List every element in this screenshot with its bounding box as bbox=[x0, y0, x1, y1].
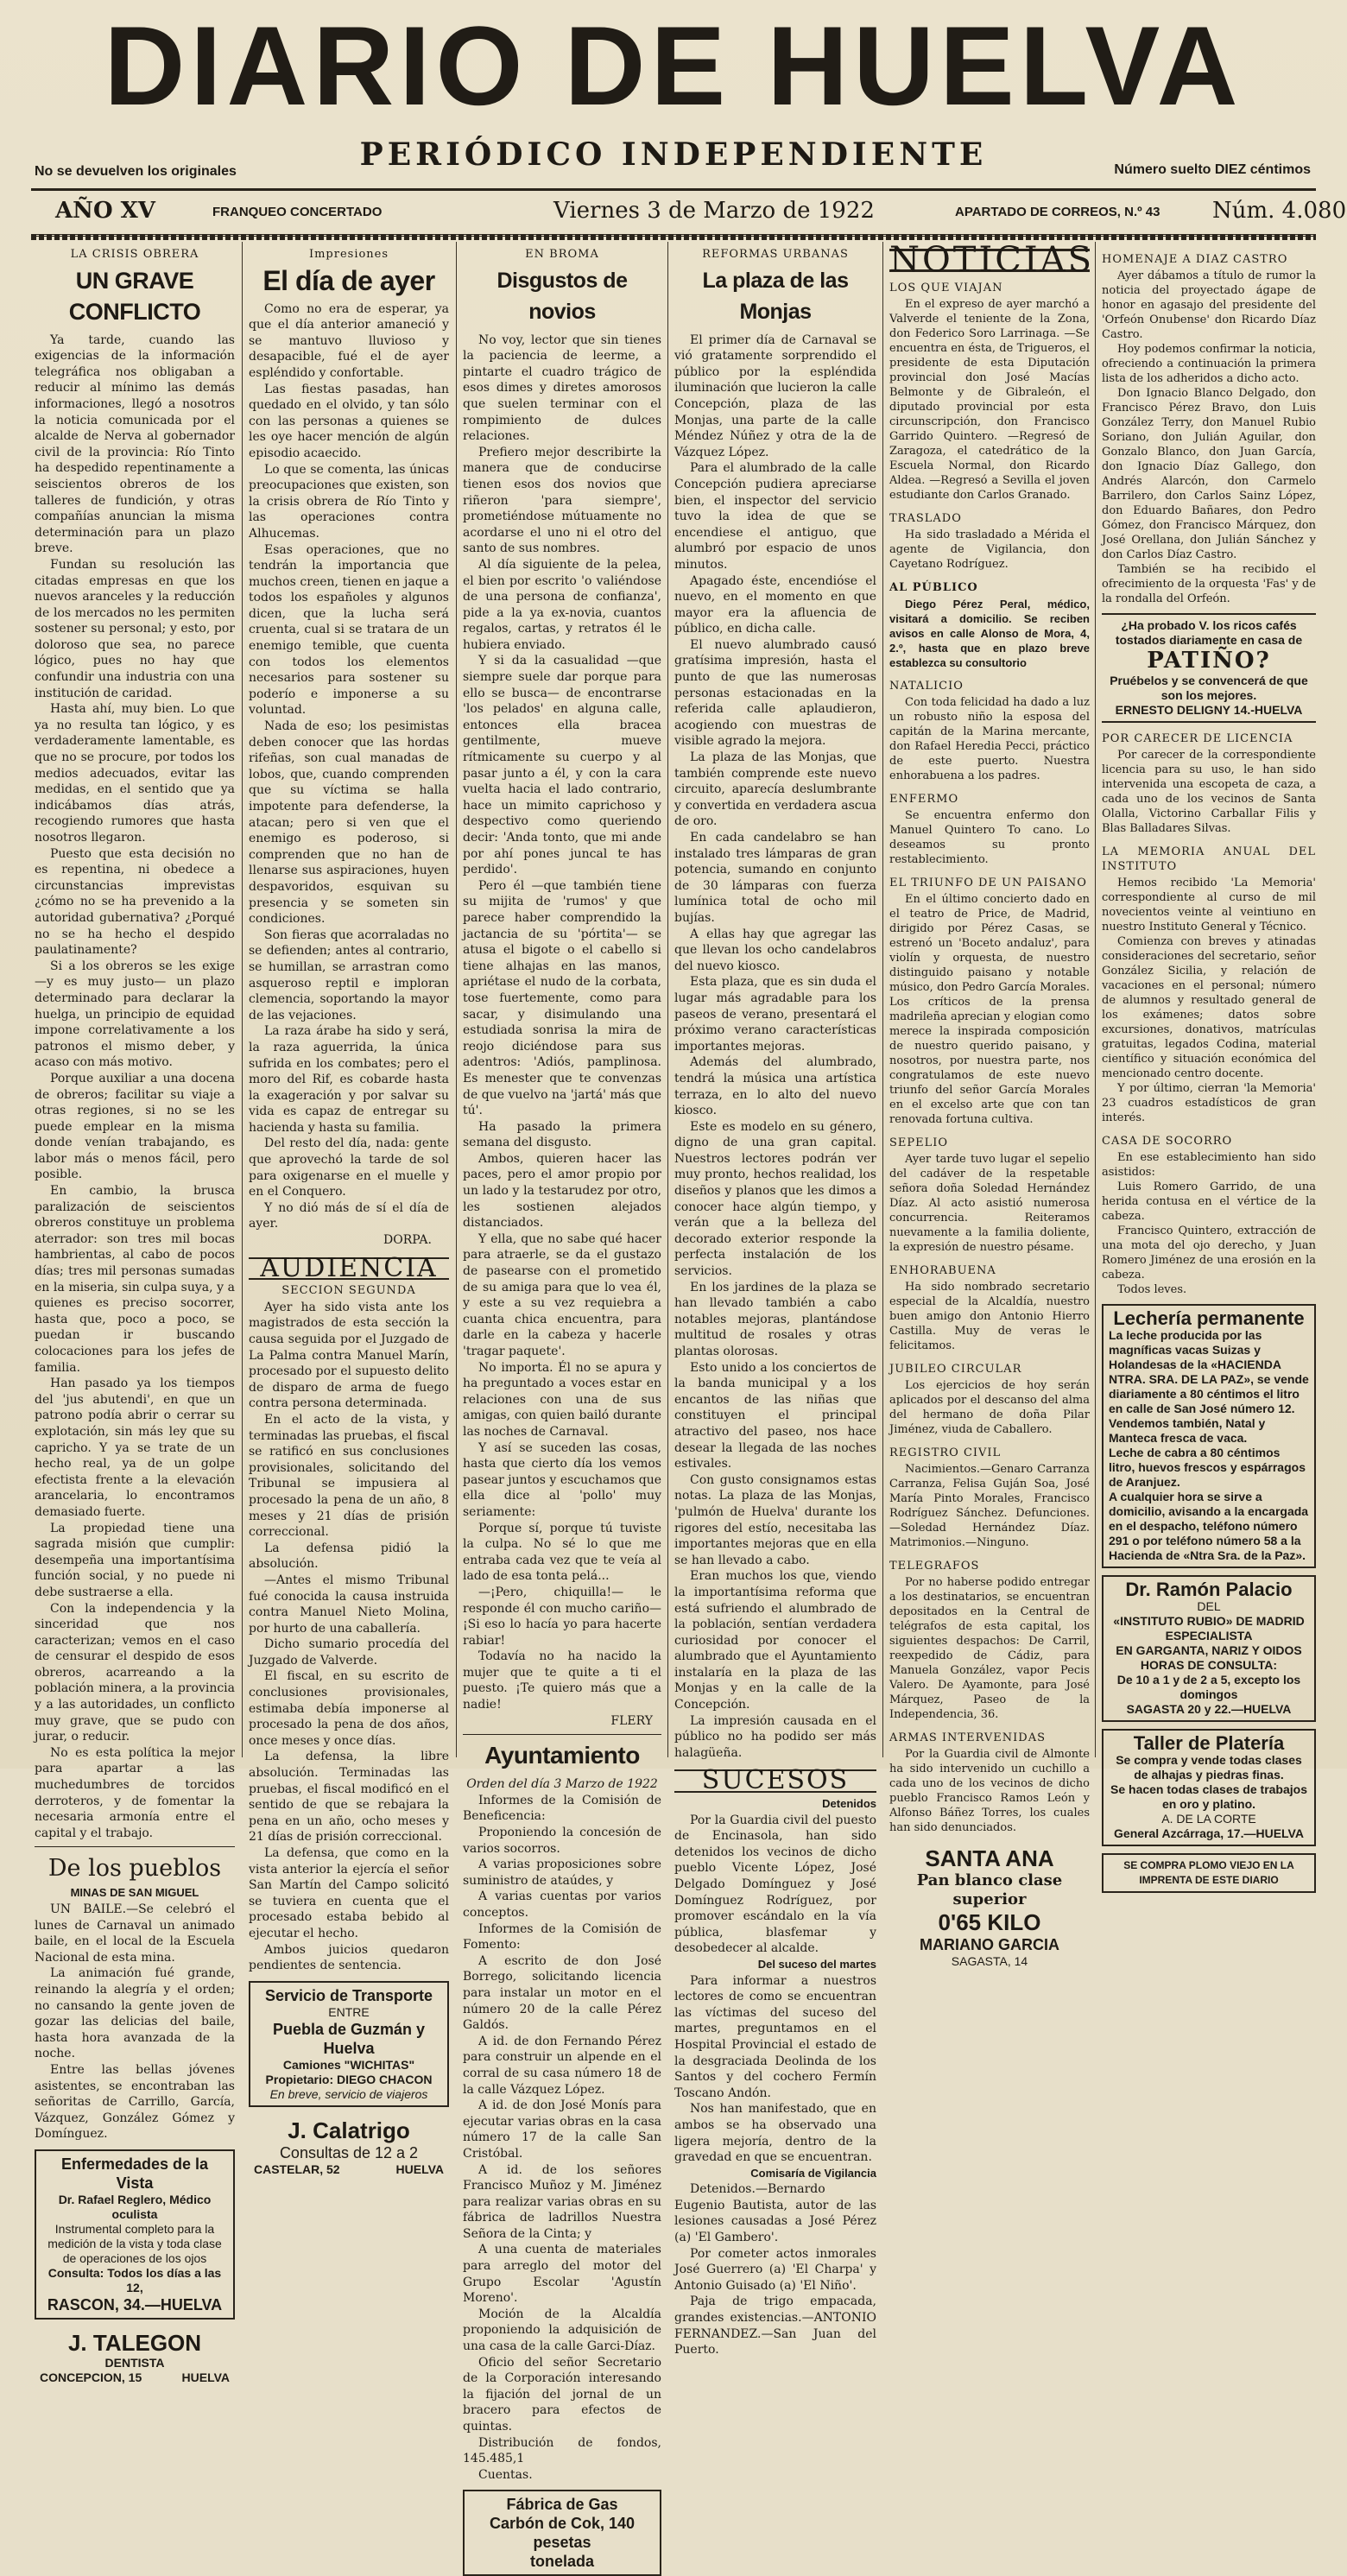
article-paragraph: Las fiestas pasadas, han quedado en el olvido, y tan sólo con las personas a quienes se les oye hacer mención de algún episodio acaecido. bbox=[249, 382, 449, 460]
article-headline: El día de ayer bbox=[262, 264, 435, 296]
article-paragraph: A varias cuentas por varios conceptos. bbox=[463, 1889, 661, 1920]
article-paragraph: Por la Guardia civil del puesto de Encinasola, han sido detenidos los vecinos de dicho pueblo Vicente López, José Delgado Domínguez y José Domínguez Rodríguez, por promover escándalo en la vía pública, blasfemar y desobedecer al alcalde. bbox=[674, 1813, 876, 1956]
ad-name: J. TALEGON bbox=[67, 2329, 202, 2356]
ad-line: tonelada bbox=[529, 2553, 594, 2571]
article-paragraph: Dicho sumario procedía del Juzgado de Valverde. bbox=[249, 1637, 449, 1668]
ad-name: SANTA ANA bbox=[925, 1845, 1054, 1871]
article-paragraph: Porque auxiliar a una docena de obreros; facilitar su viaje a otras regiones, si no se les puede emplear en la misma donde venían trabajando, es labor más o menos fácil, pero posible. bbox=[35, 1071, 235, 1182]
news-title: LA MEMORIA ANUAL DEL INSTITUTO bbox=[1102, 845, 1316, 873]
issue-year: AÑO XV bbox=[55, 198, 155, 224]
masthead-title: DIARIO DE HUELVA bbox=[104, 3, 1243, 129]
column-3 bbox=[463, 244, 661, 2571]
article-paragraph: Oficio del señor Secretario de la Corporación interesando la fijación del jornal de un bracero para efectos de quintas. bbox=[463, 2355, 661, 2434]
ad-title: Servicio de Transporte bbox=[264, 1986, 433, 2004]
article-paragraph: Y no dió más de sí el día de ayer. bbox=[249, 1200, 449, 1231]
article-paragraph: Puesto que esta decisión no es repentina, ni obedece a circunstancias imprevistas ¿cómo no se ha prevenido a la autoridad gubernativa? ¿Porqué no se ha hecho el despido paulatinamente? bbox=[35, 846, 235, 958]
ad-line: ESPECIALISTA bbox=[1165, 1629, 1253, 1642]
ad-title: Taller de Platería bbox=[1133, 1732, 1285, 1754]
news-title: POR CARECER DE LICENCIA bbox=[1102, 732, 1293, 745]
column-4 bbox=[674, 244, 876, 2358]
ad-line: ¿Ha probado V. los ricos cafés tostados diariamente en casa de bbox=[1115, 618, 1303, 647]
section-subhead: Comisaría de Vigilancia bbox=[750, 2166, 876, 2180]
news-title: ENFERMO bbox=[889, 793, 959, 806]
column-divider bbox=[882, 242, 883, 1757]
article-kicker: REFORMAS URBANAS bbox=[702, 248, 849, 261]
article-paragraph: Hasta ahí, muy bien. Lo que ya no resulta tan lógico, y es verdaderamente lamentable, es que no se procure, por todos los medios adecuados, evitar las medidas, en el sentido que ya indicábamos días atrás, recogiendo rumores que hasta nosotros llegaron. bbox=[35, 702, 235, 845]
ad-title: Enfermedades de la Vista bbox=[60, 2155, 209, 2192]
article-paragraph: Moción de la Alcaldía proponiendo la adquisición de una casa de la calle Garci-Díaz. bbox=[463, 2307, 661, 2354]
article-paragraph: Pero él —que también tiene su mijita de 'rumos' y que parece haber comprendido la jactancia de su 'pórtita'— se atusa el bigote o el cabello si tiene alhajas en las manos, apriétase el nudo de la corbata, tose fuertemente, como para sacar, y disimulando una estudiada sonrisa la mira de reojo diciéndose para sus adentros: 'Adiós, pamplinosa. Es menester que te convenzas de que vuelvo na 'jartá' más que tú'. bbox=[463, 878, 661, 1118]
article-paragraph: Prefiero mejor describirte la manera que de conducirse tienen esos dos novios que riñeron 'para siempre', prometiéndose mútuamente no acordarse el uno ni el otro del santo de sus nombres. bbox=[463, 445, 661, 556]
article-kicker: EN BROMA bbox=[525, 248, 599, 261]
article-paragraph: Esta plaza, que es sin duda el lugar más agradable para los paseos de verano, presentará el próximo verano características importantes mejoras. bbox=[674, 975, 876, 1054]
separator bbox=[35, 1846, 235, 1847]
column-6 bbox=[1102, 244, 1316, 1886]
ad-hours: De 10 a 1 y de 2 a 5, excepto los domingos bbox=[1116, 1673, 1301, 1701]
advertisement bbox=[249, 2114, 449, 2180]
article-paragraph: La impresión causada en el público no ha podido ser más halagüeña. bbox=[674, 1713, 876, 1760]
section-headline: SUCESOS bbox=[674, 1769, 876, 1793]
article-paragraph: Esto unido a los conciertos de la banda municipal y a los encantos de las niñas que constituyen el principal atractivo del paseo, nos hace desear la llegada de las noches estivales. bbox=[674, 1360, 876, 1472]
ad-line: Leche de cabra a 80 céntimos litro, huevos frescos y espárragos de Aranjuez. bbox=[1109, 1446, 1306, 1489]
article-paragraph: Con gusto consignamos estas notas. La plaza de las Monjas, 'pulmón de Huelva' durante los rigores del estío, necesitaba las importantes mejoras que en ella se han llevado a cabo. bbox=[674, 1472, 876, 1567]
ad-line: EN GARGANTA, NARIZ Y OIDOS bbox=[1116, 1643, 1302, 1657]
advertisement bbox=[1102, 613, 1316, 723]
column-2 bbox=[249, 244, 449, 2176]
section-subhead: MINAS DE SAN MIGUEL bbox=[70, 1886, 199, 1900]
article-signature: FLERY bbox=[610, 1713, 653, 1728]
news-title: LOS QUE VIAJAN bbox=[889, 282, 1003, 294]
article-paragraph: En ese establecimiento han sido asistidos: bbox=[1102, 1151, 1316, 1179]
franqueo-note: FRANQUEO CONCERTADO bbox=[212, 205, 383, 219]
ad-name: J. Calatrigo bbox=[288, 2117, 410, 2143]
article-paragraph: La raza árabe ha sido y será, la raza aguerrida, la única sufrida en los combates; pero el moro del Rif, es cobarde hasta la exageración y por salvar su vida es capaz de entregar su hacienda y hasta su familia. bbox=[249, 1024, 449, 1135]
article-paragraph: Apagado éste, encendióse el nuevo, en el momento en que mayor era la afluencia de público, en dicha calle. bbox=[674, 573, 876, 636]
ad-hours: Consultas de 12 a 2 bbox=[279, 2143, 419, 2161]
news-body: Ha sido trasladado a Mérida el agente de Vigilancia, don Cayetano Rodríguez. bbox=[889, 528, 1090, 571]
ad-city: HUELVA bbox=[395, 2161, 444, 2176]
ad-line: Instrumental completo para la medición de la vista y toda clase de operaciones de los ojos bbox=[47, 2221, 222, 2265]
article-paragraph: Ambos juicios quedaron pendientes de sentencia. bbox=[249, 1942, 449, 1973]
advertisement bbox=[889, 1842, 1090, 1972]
article-paragraph: La animación fué grande, reinando la alegría y el orden; no cansando la gente joven de gozar las delicias del baile, hasta hora avanzada de la noche. bbox=[35, 1966, 235, 2061]
article-paragraph: Informes de la Comisión de Fomento: bbox=[463, 1921, 661, 1953]
ad-line: HORAS DE CONSULTA: bbox=[1140, 1658, 1278, 1672]
article-paragraph: No voy, lector que sin tienes la paciencia de leerme, a pintarte el cuadro trágico de esos dimes y diretes amorosos que suelen terminar con el rompimiento de dulces relaciones. bbox=[463, 332, 661, 444]
ad-name: PATIÑO? bbox=[1147, 648, 1271, 674]
section-headline: De los pueblos bbox=[47, 1855, 222, 1883]
news-title: AL PÚBLICO bbox=[889, 581, 978, 594]
article-paragraph: A una cuenta de materiales para arreglo del motor del Grupo Escolar 'Agustín Moreno'. bbox=[463, 2243, 661, 2306]
ad-line: A cualquier hora se sirve a domicilio, avisando a la encargada en el despacho, teléfono número 291 o por teléfono número 58 a la Hacienda de «Ntra Sra. de la Paz». bbox=[1109, 1490, 1309, 1562]
news-title: HOMENAJE A DIAZ CASTRO bbox=[1102, 253, 1288, 266]
article-paragraph: A id. de don José Monís para ejecutar varias obras en la casa número 17 de la calle San Cristóbal. bbox=[463, 2098, 661, 2161]
section-headline: AUDIENCIA bbox=[249, 1257, 449, 1281]
ad-owner: Propietario: DIEGO CHACON bbox=[265, 2072, 433, 2086]
ad-line: Se compra y vende todas clases de alhajas y piedras finas. bbox=[1116, 1753, 1302, 1782]
column-divider bbox=[1095, 242, 1096, 1757]
news-title: ENHORABUENA bbox=[889, 1264, 996, 1277]
article-paragraph: Ambos, quieren hacer las paces, pero el amor propio por un lado y la testarudez por otro, les sostienen alejados distanciados. bbox=[463, 1151, 661, 1231]
decorative-rule bbox=[31, 235, 1316, 240]
article-paragraph: Lo que se comenta, las únicas preocupaciones que existen, son la crisis obrera de Río Tinto y las operaciones contra Alhucemas. bbox=[249, 462, 449, 541]
article-paragraph: A id. de los señores Francisco Muñoz y M. Jiménez para realizar varias obras en su fábrica de ladrillos Nuestra Señora de la Cinta; y bbox=[463, 2162, 661, 2241]
article-paragraph: A id. de don Fernando Pérez para construir un alpende en el corral de su casa número 18 de la calle Vázquez López. bbox=[463, 2034, 661, 2097]
news-body: Ayer tarde tuvo lugar el sepelio del cadáver de la respetable señora doña Soledad Hernández Díaz. Al acto asistió numerosa concurrencia. Reiteramos nuevamente a la familia doliente, la expresión de nuestro pésame. bbox=[889, 1153, 1090, 1254]
article-paragraph: El nuevo alumbrado causó gratísima impresión, hasta el punto de que las numerosas personas estacionadas en la referida calle aplaudieron, acogiendo con muestras de visible agrado la mejora. bbox=[674, 637, 876, 749]
ad-line: Carbón de Cok, 140 pesetas bbox=[489, 2515, 636, 2552]
article-paragraph: Ya tarde, cuando las exigencias de la información telegráfica nos obligaban a reducir al mínimo las demás informaciones, llegó a nosotros la noticia comunicada por el alcalde de Nerva al gobernador civil de la provincia: Río Tinto ha despedido repentinamente a seiscientos obreros de los talleres de fundición, y otras compañías anuncian la misma determinación para un plazo breve. bbox=[35, 332, 235, 556]
ad-title: Fábrica de Gas bbox=[506, 2496, 618, 2514]
article-paragraph: Como no era de esperar, ya que el día anterior amaneció y se mantuvo lluvioso y desapacible, fué el de ayer espléndido y confortable. bbox=[249, 301, 449, 380]
ad-line: Vendemos también, Natal y Manteca fresca de vaca. bbox=[1109, 1416, 1266, 1445]
ad-name: Dr. Ramón Palacio bbox=[1125, 1579, 1293, 1600]
ad-address: RASCON, 34.—HUELVA bbox=[47, 2295, 223, 2313]
news-body: Los ejercicios de hoy serán aplicados por el descanso del alma del hermano de doña Pilar Jiménez, viuda de Caballero. bbox=[889, 1379, 1090, 1436]
ad-line: «INSTITUTO RUBIO» DE MADRID bbox=[1113, 1614, 1305, 1628]
advertisement bbox=[1102, 1304, 1316, 1568]
news-body: Diego Pérez Peral, médico, visitará a domicilio. Se reciben avisos en calle Alonso de Mora, 4, 2.º, hasta que en plazo breve establezca su consultorio bbox=[889, 598, 1090, 669]
article-paragraph: Distribución de fondos, 145.485,1 bbox=[463, 2435, 661, 2466]
ad-address: SAGASTA, 14 bbox=[951, 1954, 1028, 1968]
news-title: JUBILEO CIRCULAR bbox=[889, 1363, 1022, 1376]
ad-line: Pan blanco clase superior bbox=[916, 1871, 1063, 1908]
ad-title: Lechería permanente bbox=[1113, 1307, 1305, 1329]
article-paragraph: Al día siguiente de la pelea, el bien por escrito 'o valiéndose de una persona de confianza', pide a la ya ex-novia, cuantos regalos, cartas, y retratos él le hubiera enviado. bbox=[463, 557, 661, 652]
article-paragraph: Si a los obreros se les exige —y es muy justo— un plazo determinado para declarar la huelga, un principio de equidad impone correlativamente a los patronos el mismo deber, y acaso con más motivo. bbox=[35, 959, 235, 1070]
article-paragraph: Y así se suceden las cosas, hasta que cierto día los vemos pasear juntos y escuchamos que ella dice al 'pollo' muy seriamente: bbox=[463, 1440, 661, 1519]
ad-address: ERNESTO DELIGNY 14.-HUELVA bbox=[1115, 703, 1303, 717]
ad-address: General Azcárraga, 17.—HUELVA bbox=[1114, 1826, 1304, 1840]
article-paragraph: Del resto del día, nada: gente que aprovechó la tarde de sol para oxigenarse en el muelle y en el Conquero. bbox=[249, 1136, 449, 1199]
article-paragraph: Fundan su resolución las citadas empresas en que los nuevos aranceles y la reducción de los mercados no les permiten sostener su personal; y esto, por doloroso que sea, no parece lógico, pues no hay que confundir una industria con una institución de caridad. bbox=[35, 557, 235, 700]
news-title: SEPELIO bbox=[889, 1136, 949, 1149]
ad-owner: MARIANO GARCIA bbox=[920, 1936, 1059, 1953]
article-paragraph: Por carecer de la correspondiente licencia para su uso, le han sido intervenida una escopeta de caza, a cada uno de los vecinos de Santa Olalla, Victorino Carballar Filis y Blas Balladares Silvas. bbox=[1102, 749, 1316, 835]
article-paragraph: En el acto de la vista, y terminadas las pruebas, el fiscal se ratificó en sus conclusiones provisionales, solicitando del Tribunal se impusiera al procesado la pena de un año, 8 meses y 21 días de prisión correccional. bbox=[249, 1412, 449, 1540]
section-headline: NOTICIAS bbox=[889, 240, 1094, 280]
article-paragraph: También se ha recibido el ofrecimiento de la orquesta 'Fas' y de la rondalla del Orfeón. bbox=[1102, 563, 1316, 605]
article-headline: UN GRAVE CONFLICTO bbox=[68, 267, 201, 325]
article-paragraph: Ayer dábamos a título de rumor la noticia del proyectado ágape de honor en agasajo del presidente del 'Orfeón Onubense' don Ricardo Díaz Castro. bbox=[1102, 269, 1316, 341]
advertisement bbox=[249, 1981, 449, 2107]
column-divider bbox=[456, 242, 457, 1757]
masthead-right-note: Número suelto DIEZ céntimos bbox=[1114, 162, 1311, 177]
article-paragraph: La defensa, la libre absolución. Terminadas las pruebas, el fiscal modificó en el sentido de que se rebajara la pena en un año, ocho meses y 21 días de prisión correccional. bbox=[249, 1750, 449, 1845]
column-divider bbox=[667, 242, 668, 1757]
article-paragraph: Don Ignacio Blanco Delgado, don Francisco Pérez Bravo, don Luis González Terry, don Manuel Rubio Soriano, don Julián Aguilar, don Gonzalo Blanco, don Juan García, don Ignacio Díaz Gallego, don Andrés Alarcón, don Carmelo Barrilero, don Carlos Sainz López, don Eduardo Bañares, don Pedro Gómez, don Francisco Márquez, don José Orellana, don Julián Sánchez y don Carlos Díaz Castro. bbox=[1102, 387, 1316, 561]
article-paragraph: —¡Pero, chiquilla!— le responde él con mucho cariño—¡Si eso lo hacía yo para hacerte rabiar! bbox=[463, 1585, 661, 1648]
article-paragraph: La defensa, que como en la vista anterior la ejercía el señor San Martín del Campo solicitó se tuviera en cuenta que el procesado estaba bebido al ejecutar el hecho. bbox=[249, 1846, 449, 1940]
advertisement: SE COMPRA PLOMO VIEJO EN LA IMPRENTA DE ESTE DIARIO bbox=[1102, 1853, 1316, 1893]
ad-price: 0'65 KILO bbox=[938, 1909, 1041, 1935]
advertisement bbox=[35, 2326, 235, 2389]
news-body: Ha sido nombrado secretario especial de la Alcaldía, nuestro buen amigo don Antonio Hierro Castilla. Muy de veras le felicitamos. bbox=[889, 1281, 1090, 1352]
article-kicker: LA CRISIS OBRERA bbox=[70, 248, 199, 261]
ad-line: Consulta: Todos los días a las 12, bbox=[47, 2265, 222, 2294]
section-subhead: Del suceso del martes bbox=[757, 1957, 876, 1971]
column-1 bbox=[35, 244, 235, 2384]
article-paragraph: En cada candelabro se han instalado tres lámparas de gran potencia, sumando en conjunto de 30 lámparas con fuerza lumínica total de ocho mil bujías. bbox=[674, 831, 876, 925]
ad-note: En breve, servicio de viajeros bbox=[269, 2086, 428, 2101]
article-paragraph: La propiedad tiene una sagrada misión que cumplir: desempeña una importantísima función social, y no puede ni debe sustraerse a ella. bbox=[35, 1521, 235, 1599]
ad-address: SAGASTA 20 y 22.—HUELVA bbox=[1126, 1702, 1292, 1716]
article-paragraph: La plaza de las Monjas, que también comprende este nuevo circuito, aparecía deslumbrante y convertida en verdadera ascua de oro. bbox=[674, 750, 876, 829]
article-paragraph: Y ella, que no sabe qué hacer para atraerle, se da el gustazo de pasearse con el prometido de su amiga para que lo vea él, y este a su vez requiebra a cuanta chica encuentra, para darle en la cabeza y hacerle 'tragar paquete'. bbox=[463, 1231, 661, 1358]
news-body: En el expreso de ayer marchó a Valverde el teniente de la Zona, don Federico Soro Larrinaga. —Se encuentra en ésta, de Trigueros, el presidente de esta Diputación provincial don José Macías Belmonte y de Gibraleón, el diputado provincial por esta circunscripción, don Francisco Garrido Quintero. —Regresó de Zaragoza, el catedrático de la Escuela Normal, don Ricardo Aldea. —Regresó a Sevilla el joven estudiante don Carlos Granado. bbox=[889, 298, 1090, 502]
article-paragraph: Hemos recibido 'La Memoria' correspondiente al curso de mil novecientos veinte al veintiuno en nuestro Instituto General y Técnico. bbox=[1102, 877, 1316, 934]
article-paragraph: A varias proposiciones sobre suministro de ataúdes, y bbox=[463, 1858, 661, 1888]
article-paragraph: El fiscal, en su escrito de conclusiones provisionales, estimaba debía imponerse al procesado la pena de dos años, once meses y once días. bbox=[249, 1669, 449, 1748]
article-paragraph: En los jardines de la plaza se han llevado también a cabo notables mejoras, plantándose multitud de rosales y otras plantas olorosas. bbox=[674, 1280, 876, 1358]
article-paragraph: A escrito de don José Borrego, solicitando licencia para instalar un motor en el número 20 de la calle Pérez Galdós. bbox=[463, 1953, 661, 2033]
article-paragraph: La defensa pidió la absolución. bbox=[249, 1541, 449, 1572]
article-signature: DORPA. bbox=[383, 1233, 432, 1248]
article-paragraph: Francisco Quintero, extracción de una mota del ojo derecho, y Juan Romero Jiménez de una erosión en la cabeza. bbox=[1102, 1225, 1316, 1282]
ad-line: DEL bbox=[1197, 1599, 1221, 1613]
article-paragraph: Con la independencia y la sinceridad que nos caracterizan; vemos en el caso de censurar el despido de esos obreros, acarreando a la población minera, a la provincia y a las autoridades, un conflicto muy grave, que se pudo con jurar, o reducir. bbox=[35, 1601, 235, 1744]
article-paragraph: Y por último, cierran 'la Memoria' 23 cuadros estadísticos de gran interés. bbox=[1102, 1082, 1316, 1124]
news-body: Nacimientos.—Genaro Carranza Carranza, Felisa Guján Soa, José María Pinto Morales, Francisco Rodríguez Sánchez. Defunciones.—Soledad Hernández Díaz. Matrimonios.—Ninguno. bbox=[889, 1463, 1090, 1549]
ad-line: Se hacen todas clases de trabajos en oro y platino. bbox=[1110, 1782, 1307, 1811]
article-paragraph: Paja de trigo empacada, grandes existencias.—ANTONIO FERNANDEZ.—San Juan del Puerto. bbox=[674, 2294, 876, 2358]
section-subhead: SECCION SEGUNDA bbox=[281, 1284, 416, 1298]
advertisement bbox=[463, 2490, 661, 2576]
ad-line: Camiones "WICHITAS" bbox=[282, 2057, 415, 2072]
article-paragraph: Proponiendo la concesión de varios socorros. bbox=[463, 1826, 661, 1856]
article-paragraph: A ellas hay que agregar las que llevan los ocho candelabros del nuevo kiosco. bbox=[674, 927, 876, 973]
article-paragraph: Comienza con breves y atinadas consideraciones del secretario, señor González Sicilia, y relación de vacaciones en el personal; número de alumnos y resultado general de los exámenes; datos sobre excursiones, donativos, matrículas gratuitas, legados Codina, material científico y situación económica del mencionado centro docente. bbox=[1102, 935, 1316, 1080]
article-paragraph: Porque sí, porque tú tuviste la culpa. No sé lo que me entraba cada vez que te veía al lado de esa tonta pelá... bbox=[463, 1521, 661, 1584]
article-paragraph: Además del alumbrado, tendrá la música una artística terraza, en lo alto del nuevo kiosco. bbox=[674, 1055, 876, 1118]
article-paragraph: Nada de eso; los pesimistas deben conocer que las hordas rifeñas, son cual manadas de lobos, que, cuando comprenden que su víctima se halla impotente para defenderse, la atacan; pero si ven que el enemigo es poderoso, si comprenden que no han de llenarse sus aspiraciones, huyen despavoridos, esquivan su presencia y se someten sin condiciones. bbox=[249, 719, 449, 927]
article-paragraph: Eran muchos los que, viendo la importantísima reforma que está sufriendo el alumbrado de la población, sentían verdadera curiosidad por conocer el alumbrado que el Ayuntamiento instalaría en la plaza de las Monjas y en la calle de la Concepción. bbox=[674, 1569, 876, 1712]
news-title: TRASLADO bbox=[889, 512, 962, 525]
advertisement bbox=[35, 2149, 235, 2320]
article-headline: La plaza de las Monjas bbox=[702, 268, 849, 324]
article-paragraph: Cuentas. bbox=[478, 2467, 533, 2482]
news-body: Por no haberse podido entregar a los destinatarios, se encuentran depositados en la Central de telégrafos de esta capital, los siguientes despachos: De Carril, reexpedido de Cádiz, para Manuela González, vapor Pecis Valero. De Ayamonte, para José Márquez, Paseo de la Independencia, 36. bbox=[889, 1576, 1090, 1721]
article-paragraph: Por cometer actos inmorales José Guerrero (a) 'El Charpa' y Antonio Guisado (a) 'El Niño'. bbox=[674, 2246, 876, 2293]
news-body: En el último concierto dado en el teatro de Price, de Madrid, dirigido por Pérez Casas, se estrenó un 'Boceto andaluz', para violín y orquesta, de nuestro distinguido paisano y notable músico, don Pedro García Morales. Los críticos de la prensa madrileña aprecian y elogian como merece la inspirada composición de nuestro querido paisano, y nosotros, por nuestra parte, nos congratulamos de este nuevo triunfo del señor García Morales en el excelso arte que con tan renovada fortuna cultiva. bbox=[889, 893, 1090, 1126]
article-paragraph: —Antes el mismo Tribunal fué conocida la causa instruida contra Manuel Nieto Molina, por hurto de una caballería. bbox=[249, 1573, 449, 1636]
article-paragraph: Detenidos.—Bernardo Eugenio Bautista, autor de las lesiones causadas a José Pérez (a) 'El Gambero'. bbox=[674, 2182, 876, 2245]
issue-number: Núm. 4.080 bbox=[1212, 198, 1347, 224]
article-paragraph: Nos han manifestado, que en ambos se ha observado una ligera mejoría, dentro de la gravedad en que se encuentran. bbox=[674, 2102, 876, 2165]
news-body: Se encuentra enfermo don Manuel Quintero To cano. Lo deseamos su pronto restablecimiento. bbox=[889, 809, 1090, 866]
news-title: NATALICIO bbox=[889, 680, 964, 693]
ad-owner: A. DE LA CORTE bbox=[1161, 1812, 1256, 1826]
article-paragraph: Todavía no ha nacido la mujer que te quite a ti el puesto. ¡Te quiero más que a nadie! bbox=[463, 1649, 661, 1712]
ad-address-row bbox=[254, 2162, 444, 2177]
column-5 bbox=[889, 240, 1094, 1968]
section-subhead: Detenidos bbox=[822, 1797, 876, 1811]
article-paragraph: Han pasado ya los tiempos del 'jus abutendi', en que un patrono podía abrir o cerrar su explotación, sin más ley que su capricho. Y ya se trate de un hecho real, ya de un golpe efectista frente a la elevación arancelaria, lo encontramos demasiado fuerte. bbox=[35, 1377, 235, 1519]
ad-address-row bbox=[40, 2370, 230, 2385]
ad-address: CASTELAR, 52 bbox=[254, 2161, 340, 2176]
article-paragraph: Hoy podemos confirmar la noticia, ofreciendo a continuación la primera lista de los adheridos a dicho acto. bbox=[1102, 343, 1316, 385]
article-paragraph: Ayer ha sido vista ante los magistrados de esta sección la causa seguida por el Juzgado de La Palma contra Manuel Marín, procesado por el supuesto delito de disparo de arma de fuego contra persona determinada. bbox=[249, 1300, 449, 1411]
article-paragraph: No es esta política la mejor para apartar a las muchedumbres de torcidos derroteros, y de fomentar la necesaria armonía entre el capital y el trabajo. bbox=[35, 1745, 235, 1840]
article-paragraph: El primer día de Carnaval se vió gratamente sorprendido el público por la espléndida iluminación que lucieron la calle Concepción, plaza de las Monjas, una parte de la calle Méndez Núñez y otra de la de Vázquez López. bbox=[674, 332, 876, 459]
article-paragraph: Informes de la Comisión de Beneficencia: bbox=[463, 1793, 661, 1824]
article-paragraph: Este es modelo en su género, digno de una gran capital. Nuestros lectores podrán ver muy pronto, hechos realidad, los diseños y planos que les dimos a conocer hace algún tiempo, y verán que a la belleza del decorado exterior responde la perfecta instalación de los servicios. bbox=[674, 1119, 876, 1279]
ad-role: DENTISTA bbox=[104, 2355, 165, 2370]
article-paragraph: No importa. Él no se apura y ha preguntado a voces estar en relaciones con una de sus amigas, con quien bailó durante las noches de Carnaval. bbox=[463, 1360, 661, 1439]
article-paragraph: Para informar a nuestros lectores de como se encuentran las víctimas del suceso del martes, preguntamos en el Hospital Provincial el estado de la desgraciada Deolinda de los Santos y del cochero Fermín Toscano Andón. bbox=[674, 1973, 876, 2100]
advertisement bbox=[1102, 1575, 1316, 1722]
ad-route: Puebla de Guzmán y Huelva bbox=[272, 2020, 426, 2057]
ad-line: Pruébelos y se convencerá de que son los mejores. bbox=[1110, 674, 1308, 702]
separator bbox=[463, 1734, 661, 1735]
article-paragraph: Y si da la casualidad —que siempre suele dar porque para ello se busca— de encontrarse 'los pelados' en alguna calle, entonces ella bracea gentilmente, mueve rítmicamente su cuerpo y al pasar junto a él, y con la cara vuelta hacia el lado contrario, hace un mimito caprichoso y despectivo como queriendo decir: 'Anda tonto, que mi ande por ahí pones juncal te has perdido'. bbox=[463, 654, 661, 877]
masthead-subtitle: PERIÓDICO INDEPENDIENTE bbox=[359, 136, 988, 173]
article-paragraph: Ha pasado la primera semana del disgusto. bbox=[463, 1119, 661, 1150]
dateline-bar bbox=[31, 188, 1347, 237]
article-paragraph: UN BAILE.—Se celebró el lunes de Carnaval un animado baile, en el local de la Escuela Nacional de esta mina. bbox=[35, 1902, 235, 1965]
news-title: REGISTRO CIVIL bbox=[889, 1446, 1002, 1459]
news-body: Por la Guardia civil de Almonte ha sido intervenido un cuchillo a cada uno de los vecinos de dicho pueblo Francisco Ramos León y Alfonso Báñez Torres, los cuales han sido denunciados. bbox=[889, 1748, 1090, 1834]
section-headline: Ayuntamiento bbox=[484, 1742, 640, 1769]
ad-line: La leche producida por las magníficas vacas Suizas y Holandesas de la «HACIENDA NTRA. SRA. DE LA PAZ», se vende diariamente a 80 céntimos el litro en calle de San José número 12. bbox=[1109, 1328, 1309, 1415]
article-paragraph: Son fieras que acorraladas no se defienden; antes al contrario, se humillan, se arrastran como asqueroso reptil e imploran clemencia, soportando la mayor de las vejaciones. bbox=[249, 927, 449, 1022]
column-divider bbox=[242, 242, 243, 1757]
article-paragraph: Esas operaciones, que no tendrán la importancia que muchos creen, tienen en jaque a todos los españoles y algunos dicen, que la lucha será cruenta, cual si se tratara de un enemigo temible, que cuenta con todos los elementos necesarios para sostener su poderío e imponerse a su voluntad. bbox=[249, 542, 449, 718]
ad-address: CONCEPCION, 15 bbox=[40, 2370, 142, 2384]
apartado-note: APARTADO DE CORREOS, N.º 43 bbox=[955, 205, 1160, 219]
article-paragraph: Entre las bellas jóvenes asistentes, se encontraban las señoritas de Carrillo, García, Vázquez, González Gómez y Domínguez. bbox=[35, 2062, 235, 2142]
article-headline: Disgustos de novios bbox=[496, 268, 628, 324]
news-title: ARMAS INTERVENIDAS bbox=[889, 1731, 1047, 1744]
news-title: TELEGRAFOS bbox=[889, 1560, 980, 1573]
news-title: CASA DE SOCORRO bbox=[1102, 1135, 1233, 1148]
ad-city: HUELVA bbox=[181, 2370, 230, 2384]
article-paragraph: Luis Romero Garrido, de una herida contusa en el vértice de la cabeza. bbox=[1102, 1180, 1316, 1223]
issue-date: Viernes 3 de Marzo de 1922 bbox=[553, 198, 875, 224]
section-subhead: Orden del día 3 Marzo de 1922 bbox=[466, 1777, 658, 1792]
article-kicker: Impresiones bbox=[308, 248, 389, 261]
masthead-left-note: No se devuelven los originales bbox=[35, 164, 237, 179]
ad-line: Dr. Rafael Reglero, Médico oculista bbox=[58, 2192, 212, 2221]
news-body: Con toda felicidad ha dado a luz un robusto niño la esposa del capitán de la Marina mercante, don Rafael Heredia Pecci, práctico de este puerto. Nuestra enhorabuena a los padres. bbox=[889, 696, 1090, 782]
ad-line: ENTRE bbox=[328, 2004, 370, 2019]
article-paragraph: Para el alumbrado de la calle Concepción pudiera apreciarse bien, el inspector del servicio tuvo la idea de que se encendiese el antiguo, que alumbró por espacio de unos minutos. bbox=[674, 461, 876, 572]
article-paragraph: En cambio, la brusca paralización de seiscientos obreros constituye un problema aterrador: son tres mil bocas hambrientas, al cabo de pocos días; tres mil personas sumadas en la miseria, sin culpa suya, y a quienes es preciso socorrer, hasta que, poco a poco, se puedan ir buscando colocaciones para los jefes de familia. bbox=[35, 1184, 235, 1375]
advertisement bbox=[1102, 1729, 1316, 1846]
news-title: EL TRIUNFO DE UN PAISANO bbox=[889, 877, 1087, 889]
article-paragraph: Todos leves. bbox=[1117, 1283, 1187, 1296]
